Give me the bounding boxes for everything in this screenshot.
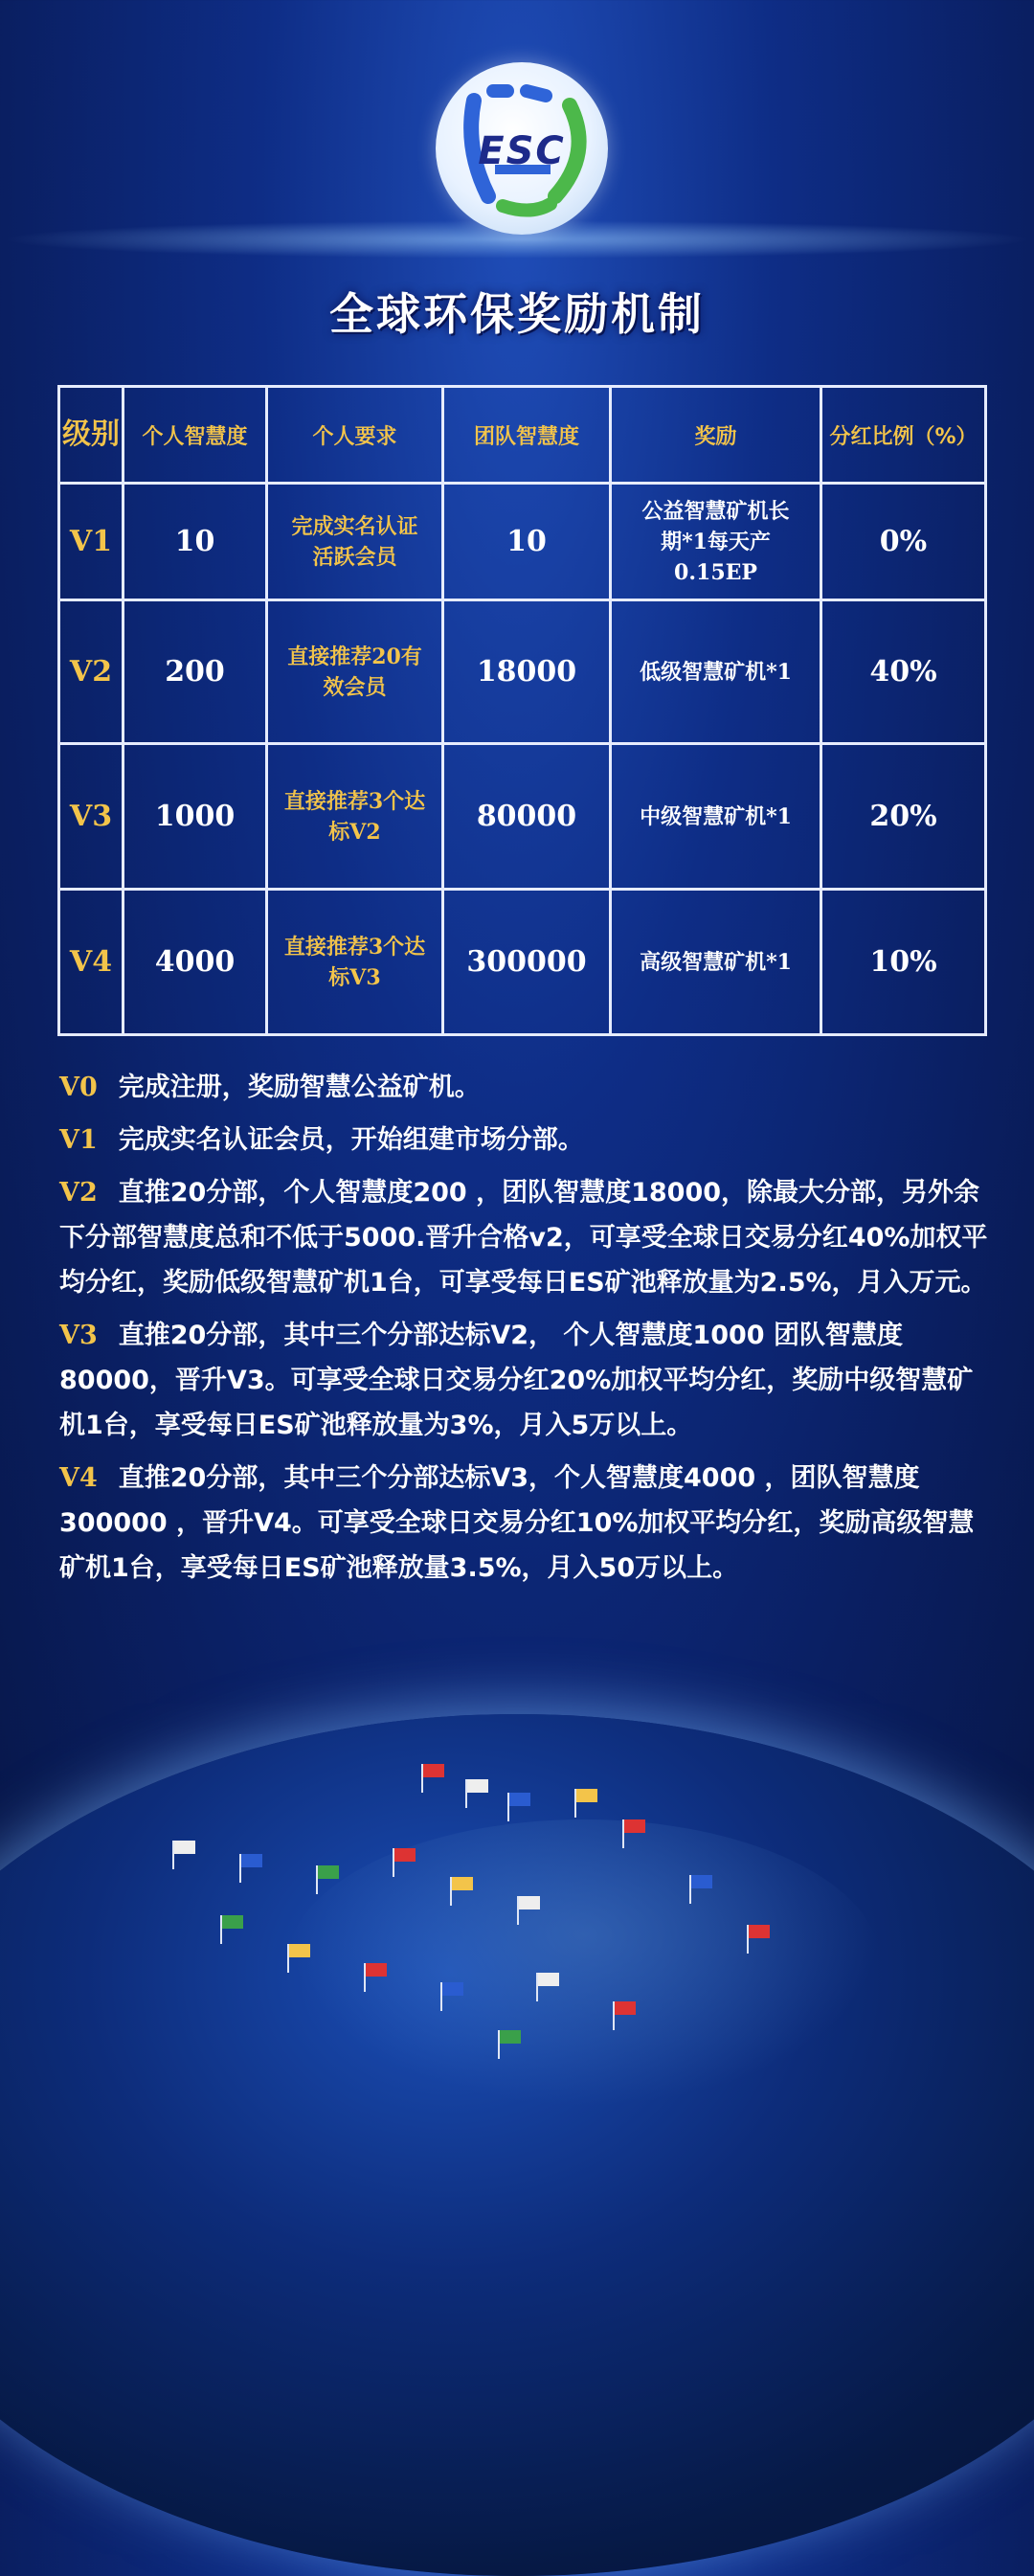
level-notes: [59, 1065, 998, 1598]
cell-team: 300000: [443, 890, 611, 1035]
cell-level: V1: [59, 484, 124, 600]
cell-level: V4: [59, 890, 124, 1035]
esc-logo: [436, 62, 608, 235]
header-personal: 个人智慧度: [124, 387, 267, 484]
cell-personal: 1000: [124, 744, 267, 890]
logo-text: ESC: [478, 129, 566, 173]
note-item: [59, 1170, 998, 1305]
cell-ratio: 40%: [821, 600, 986, 744]
note-tag: V4: [59, 1463, 98, 1493]
cell-team: 10: [443, 484, 611, 600]
cell-level: V2: [59, 600, 124, 744]
cell-requirement: 直接推荐3个达标V3: [267, 890, 443, 1035]
note-text: 完成注册，奖励智慧公益矿机。: [118, 1073, 481, 1102]
cell-personal: 10: [124, 484, 267, 600]
table-row: [59, 744, 986, 890]
cell-team: 18000: [443, 600, 611, 744]
note-text: 直推20分部，个人智慧度200 ，团队智慧度18000，除最大分部，另外余下分部智慧度总和不低于5000.晋升合格v2，可享受全球日交易分红40%加权平均分红，奖励低级智慧矿机1台，可享受每日ES矿池释放量为2.5%，月入万元。: [59, 1178, 988, 1298]
cell-requirement: 直接推荐20有效会员: [267, 600, 443, 744]
cell-personal: 4000: [124, 890, 267, 1035]
note-tag: V1: [59, 1125, 98, 1155]
page-title: 全球环保奖励机制: [329, 288, 705, 340]
note-item: [59, 1313, 998, 1448]
table-row: [59, 484, 986, 600]
reward-table: [57, 385, 987, 1036]
cell-personal: 200: [124, 600, 267, 744]
cell-requirement: 完成实名认证活跃会员: [267, 484, 443, 600]
cell-level: V3: [59, 744, 124, 890]
header-team: 团队智慧度: [443, 387, 611, 484]
table-row: [59, 890, 986, 1035]
cell-ratio: 0%: [821, 484, 986, 600]
note-item: [59, 1065, 998, 1110]
note-item: [59, 1456, 998, 1591]
note-text: 完成实名认证会员，开始组建市场分部。: [118, 1125, 584, 1155]
note-tag: V0: [59, 1073, 98, 1102]
cell-ratio: 20%: [821, 744, 986, 890]
note-text: 直推20分部，其中三个分部达标V3，个人智慧度4000 ，团队智慧度 300000 ，晋升V4。可享受全球日交易分红10%加权平均分红，奖励高级智慧矿机1台，享受每日ES矿池释放量3.5%，月入50万以上。: [59, 1463, 975, 1583]
note-tag: V3: [59, 1321, 98, 1350]
header-level: 级别: [59, 387, 124, 484]
note-tag: V2: [59, 1178, 98, 1208]
header-reward: 奖励: [611, 387, 821, 484]
table-row: [59, 600, 986, 744]
note-item: [59, 1118, 998, 1163]
cell-reward: 高级智慧矿机*1: [611, 890, 821, 1035]
table-header-row: [59, 387, 986, 484]
note-text: 直推20分部，其中三个分部达标V2， 个人智慧度1000 团队智慧度80000，晋升V3。可享受全球日交易分红20%加权平均分红，奖励中级智慧矿机1台，享受每日ES矿池释放量为3%，月入5万以上。: [59, 1321, 974, 1440]
cell-reward: 低级智慧矿机*1: [611, 600, 821, 744]
cell-requirement: 直接推荐3个达标V2: [267, 744, 443, 890]
cell-team: 80000: [443, 744, 611, 890]
cell-ratio: 10%: [821, 890, 986, 1035]
header-ratio: 分红比例（%）: [821, 387, 986, 484]
header-requirement: 个人要求: [267, 387, 443, 484]
cell-reward: 公益智慧矿机长期*1每天产0.15EP: [611, 484, 821, 600]
cell-reward: 中级智慧矿机*1: [611, 744, 821, 890]
